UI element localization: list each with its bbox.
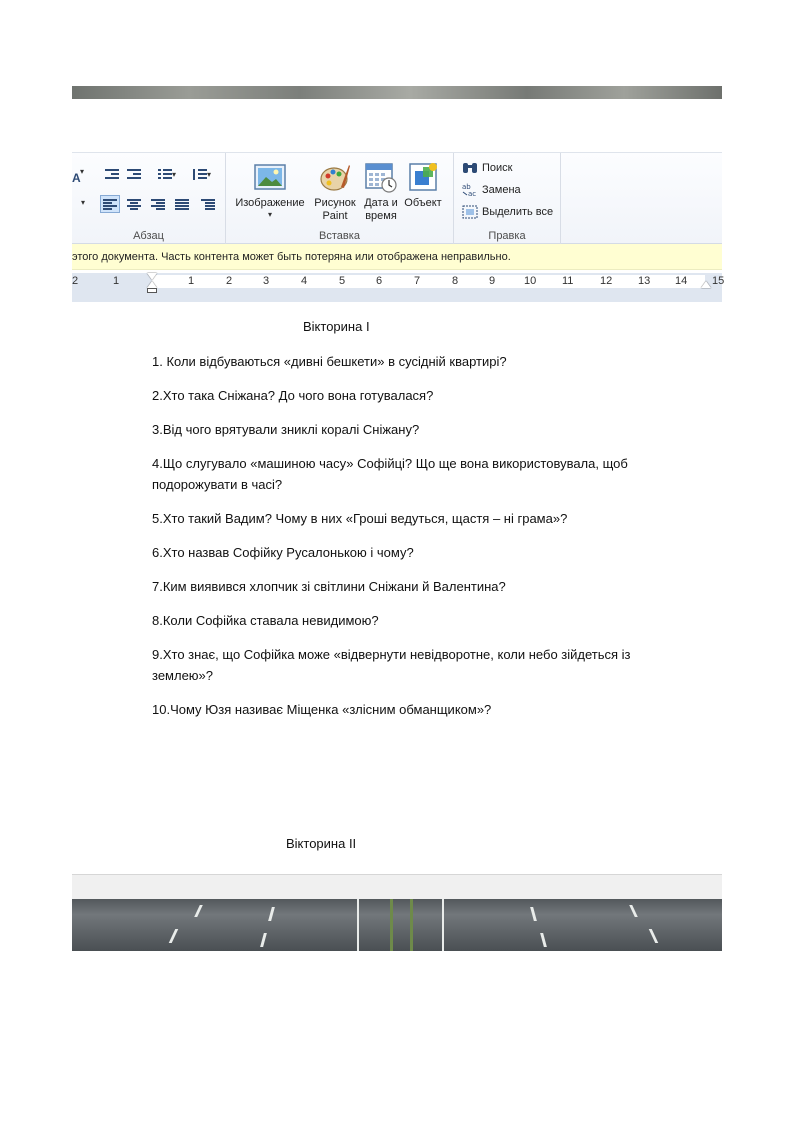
insert-image-label: Изображение [235, 197, 305, 209]
align-right-button[interactable] [148, 195, 168, 213]
ruler-label: 5 [339, 275, 346, 287]
picture-icon [254, 161, 286, 193]
ruler-label: 3 [263, 275, 270, 287]
question-item: 3.Від чого врятували зниклі коралі Сніжану? [152, 422, 420, 437]
hanging-indent-marker[interactable] [147, 281, 157, 288]
blank-area [72, 99, 722, 152]
quiz2-title: Вікторина ІІ [286, 836, 357, 851]
chevron-down-icon: ▾ [206, 169, 211, 179]
paint-label-line2: Paint [322, 210, 348, 222]
ruler-label: 4 [301, 275, 308, 287]
question-item: 6.Хто назвав Софійку Русалонькою і чому? [152, 545, 414, 560]
compatibility-infobar[interactable] [72, 244, 722, 270]
paragraph-icon [201, 199, 215, 210]
insert-group-label: Вставка [319, 230, 360, 242]
line-spacing-button[interactable] [188, 165, 216, 183]
object-icon [407, 161, 439, 193]
chevron-down-icon: ▾ [81, 198, 86, 207]
line-spacing-icon [193, 169, 207, 180]
paragraph-group-label: Абзац [133, 230, 164, 242]
align-center-button[interactable] [124, 195, 144, 213]
question-item: 9.Хто знає, що Софійка може «відвернути невідворотне, коли небо зійдеться із землею»? [152, 647, 631, 683]
chevron-down-icon: ▾ [80, 167, 85, 176]
chevron-down-icon: ▾ [171, 169, 176, 179]
ruler-label: 9 [489, 275, 496, 287]
ruler-label: 7 [414, 275, 421, 287]
ribbon [72, 152, 722, 244]
infobar-message: этого документа. Часть контента может быть потеряна или отображена неправильно. [72, 251, 511, 263]
replace-button[interactable] [462, 181, 521, 199]
ruler-text-area [152, 275, 705, 288]
horizontal-ruler[interactable] [72, 273, 725, 293]
calendar-clock-icon [365, 161, 397, 193]
align-left-icon [103, 199, 117, 210]
background-photo-bottom [72, 899, 722, 951]
insert-paint-label [310, 197, 360, 223]
replace-icon [462, 183, 478, 197]
bullet-list-button[interactable] [152, 165, 182, 183]
align-right-icon [151, 199, 165, 210]
ruler-label: 12 [600, 275, 613, 287]
insert-object-button[interactable] [398, 161, 448, 210]
palette-icon [319, 161, 351, 193]
select-all-label: Выделить все [482, 206, 554, 218]
edit-group-label: Правка [488, 230, 526, 242]
paint-label-line1: Рисунок [314, 197, 356, 209]
datetime-label-line2: время [365, 210, 397, 222]
svg-text:ac: ac [468, 190, 477, 198]
datetime-label-line1: Дата и [364, 197, 398, 209]
find-button[interactable] [462, 159, 512, 177]
svg-text:ab: ab [462, 183, 471, 191]
chevron-down-icon: ▾ [267, 210, 272, 219]
status-bar [72, 874, 722, 899]
question-item: 1. Коли відбуваються «дивні бешкети» в сусідній квартирі? [152, 354, 507, 369]
right-indent-marker[interactable] [701, 281, 711, 288]
ruler-bottom-strip [72, 293, 722, 302]
background-photo-top [72, 86, 722, 99]
bullet-list-icon [158, 169, 172, 180]
ruler-label: 8 [452, 275, 459, 287]
insert-object-label: Объект [404, 197, 442, 209]
increase-indent-icon [127, 169, 141, 180]
paragraph-settings-button[interactable] [198, 195, 218, 213]
ruler-label: 14 [675, 275, 688, 287]
select-all-icon [462, 205, 478, 219]
ruler-label: 6 [376, 275, 383, 287]
ruler-label: 2 [72, 275, 79, 287]
ruler-label: 11 [562, 275, 574, 287]
question-item: 7.Ким виявився хлопчик зі світлини Сніжани й Валентина? [152, 579, 506, 594]
ruler-label: 1 [188, 275, 195, 287]
ruler-label: 13 [638, 275, 651, 287]
decrease-indent-button[interactable] [102, 165, 122, 183]
first-line-indent-marker[interactable] [147, 273, 157, 280]
replace-label: Замена [482, 184, 521, 196]
screenshot-frame [72, 86, 725, 951]
ruler-label: 15 [712, 275, 725, 287]
insert-group [226, 153, 454, 245]
ruler-label: 2 [226, 275, 233, 287]
align-left-button[interactable] [100, 195, 120, 213]
question-item: 10.Чому Юзя називає Міщенка «злісним обманщиком»? [152, 702, 492, 717]
justify-icon [175, 199, 189, 210]
question-item: 4.Що слугувало «машиною часу» Софійці? Що ще вона використовувала, щоб подорожувати в часі? [152, 456, 628, 492]
document-page[interactable] [72, 302, 722, 874]
align-center-icon [127, 199, 141, 210]
question-item: 2.Хто така Сніжана? До чого вона готувалася? [152, 388, 434, 403]
insert-paint-button[interactable] [310, 161, 360, 223]
paragraph-group [72, 153, 226, 245]
decrease-indent-icon [105, 169, 119, 180]
question-item: 8.Коли Софійка ставала невидимою? [152, 613, 379, 628]
binoculars-icon [462, 161, 478, 175]
ruler-label: 1 [113, 275, 120, 287]
question-item: 5.Хто такий Вадим? Чому в них «Гроші ведуться, щастя – ні грама»? [152, 511, 568, 526]
increase-indent-button[interactable] [124, 165, 144, 183]
select-all-button[interactable] [462, 203, 553, 221]
edit-group [454, 153, 561, 245]
find-label: Поиск [482, 162, 513, 174]
insert-image-button[interactable] [232, 161, 308, 219]
ruler-label: 10 [524, 275, 537, 287]
justify-button[interactable] [172, 195, 192, 213]
font-color-fragment[interactable]: A [72, 171, 81, 185]
quiz1-title: Вікторина І [303, 319, 370, 334]
